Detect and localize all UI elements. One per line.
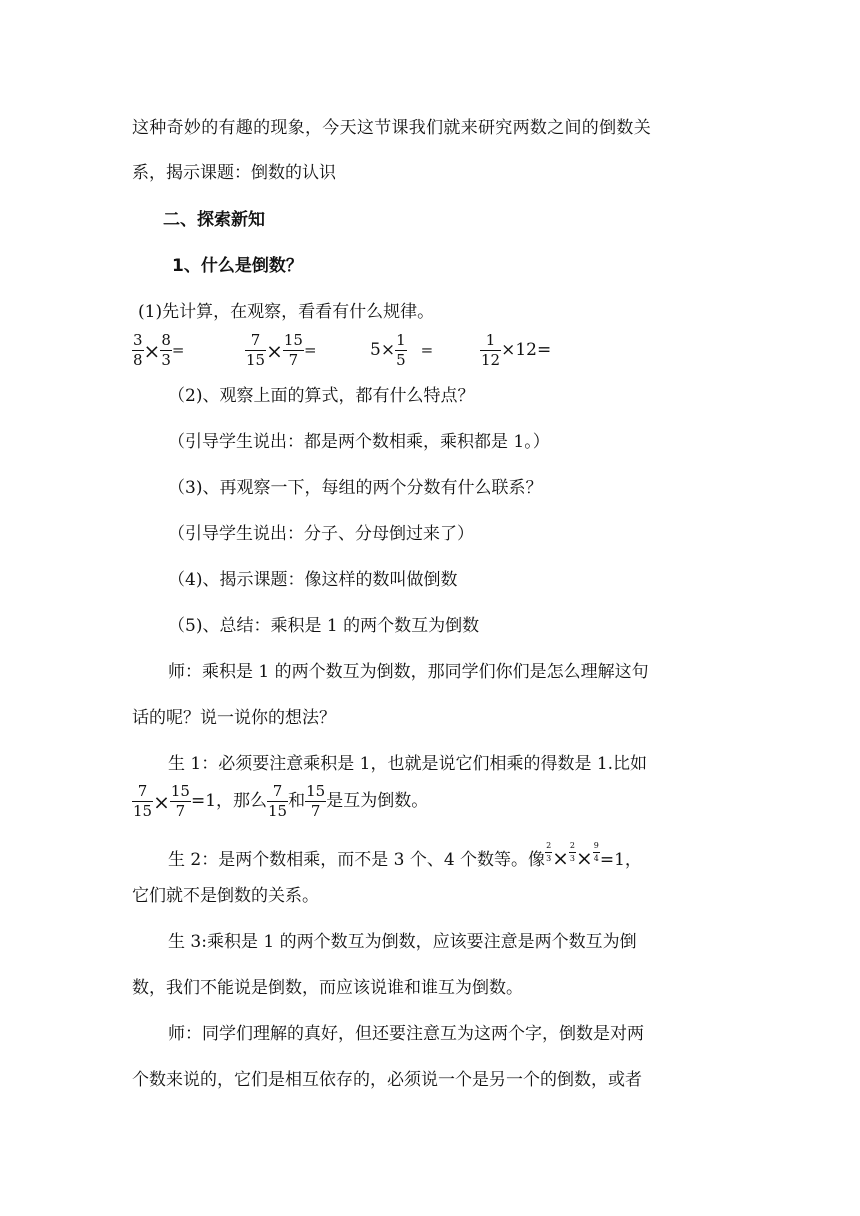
fraction: $\frac{15}{7}$: [170, 782, 190, 820]
student-2-line-2: 它们就不是倒数的关系。: [132, 886, 319, 906]
teacher-remark-2-line-2: 个数来说的，它们是相互依存的，必须说一个是另一个的倒数，或者: [132, 1070, 642, 1090]
expression-3: 5× $\frac{1}{5}$ =: [370, 331, 434, 369]
expression-4: $\frac{1}{12}$ ×12=: [481, 331, 552, 369]
fraction: $\frac{7}{15}$: [246, 331, 266, 369]
teacher-remark-2-line-1: 师：同学们理解的真好，但还要注意互为这两个字，倒数是对两: [168, 1024, 644, 1044]
guide-1: （引导学生说出：都是两个数相乘，乘积都是 1。）: [168, 432, 550, 452]
fraction: $\frac{1}{12}$: [481, 331, 501, 369]
student-3-line-1: 生 3:乘积是 1 的两个数互为倒数，应该要注意是两个数互为倒: [168, 932, 637, 952]
student-1-line-2: $\frac{7}{15}$ × $\frac{15}{7}$ =1，那么 $\frac{7}{15}$ 和 $\frac{15}{7}$ 是互为倒数。: [133, 782, 429, 820]
fraction: $\frac{15}{7}$: [306, 782, 326, 820]
fraction: $\frac{3}{8}$: [133, 331, 143, 369]
fraction: $\frac{7}{15}$: [133, 782, 153, 820]
fraction: $\frac{2}{3}$: [546, 841, 552, 863]
fraction: $\frac{15}{7}$: [283, 331, 303, 369]
step-4: （4)、揭示课题：像这样的数叫做倒数: [168, 570, 458, 590]
fraction: $\frac{2}{3}$: [569, 841, 576, 863]
section-heading: 二、探索新知: [163, 210, 265, 230]
step-5: （5)、总结：乘积是 1 的两个数互为倒数: [168, 616, 480, 636]
student-3-line-2: 数，我们不能说是倒数，而应该说谁和谁互为倒数。: [132, 978, 523, 998]
fraction: $\frac{8}{3}$: [161, 331, 171, 369]
fraction: $\frac{7}{15}$: [268, 782, 288, 820]
step-3: （3)、再观察一下，每组的两个分数有什么联系？: [168, 478, 543, 498]
teacher-remark-1-line-1: 师：乘积是 1 的两个数互为倒数，那同学们你们是怎么理解这句: [168, 662, 649, 682]
teacher-remark-1-line-2: 话的呢？说一说你的想法？: [132, 708, 336, 728]
fraction: $\frac{1}{5}$: [396, 331, 406, 369]
fraction: $\frac{9}{4}$: [593, 841, 599, 863]
expression-2: $\frac{7}{15}$ × $\frac{15}{7}$ =: [246, 331, 317, 369]
student-1-line-1: 生 1：必须要注意乘积是 1，也就是说它们相乘的得数是 1.比如: [168, 754, 648, 774]
expression-1: $\frac{3}{8}$ × $\frac{8}{3}$ =: [133, 331, 185, 369]
subsection-heading: 1、什么是倒数？: [172, 256, 303, 276]
step-1: (1)先计算，在观察，看看有什么规律。: [138, 302, 435, 322]
paragraph-intro-line-1: 这种奇妙的有趣的现象，今天这节课我们就来研究两数之间的倒数关: [132, 118, 651, 138]
step-2: （2)、观察上面的算式，都有什么特点？: [168, 386, 475, 406]
paragraph-intro-line-2: 系，揭示课题：倒数的认识: [132, 163, 336, 183]
student-2-line-1: 生 2：是两个数相乘，而不是 3 个、4 个数等。像 $\frac{2}{3}$ × $\frac{2}{3}$ × $\frac{9}{4}$ =1，: [168, 841, 642, 870]
guide-2: （引导学生说出：分子、分母倒过来了）: [168, 524, 474, 544]
